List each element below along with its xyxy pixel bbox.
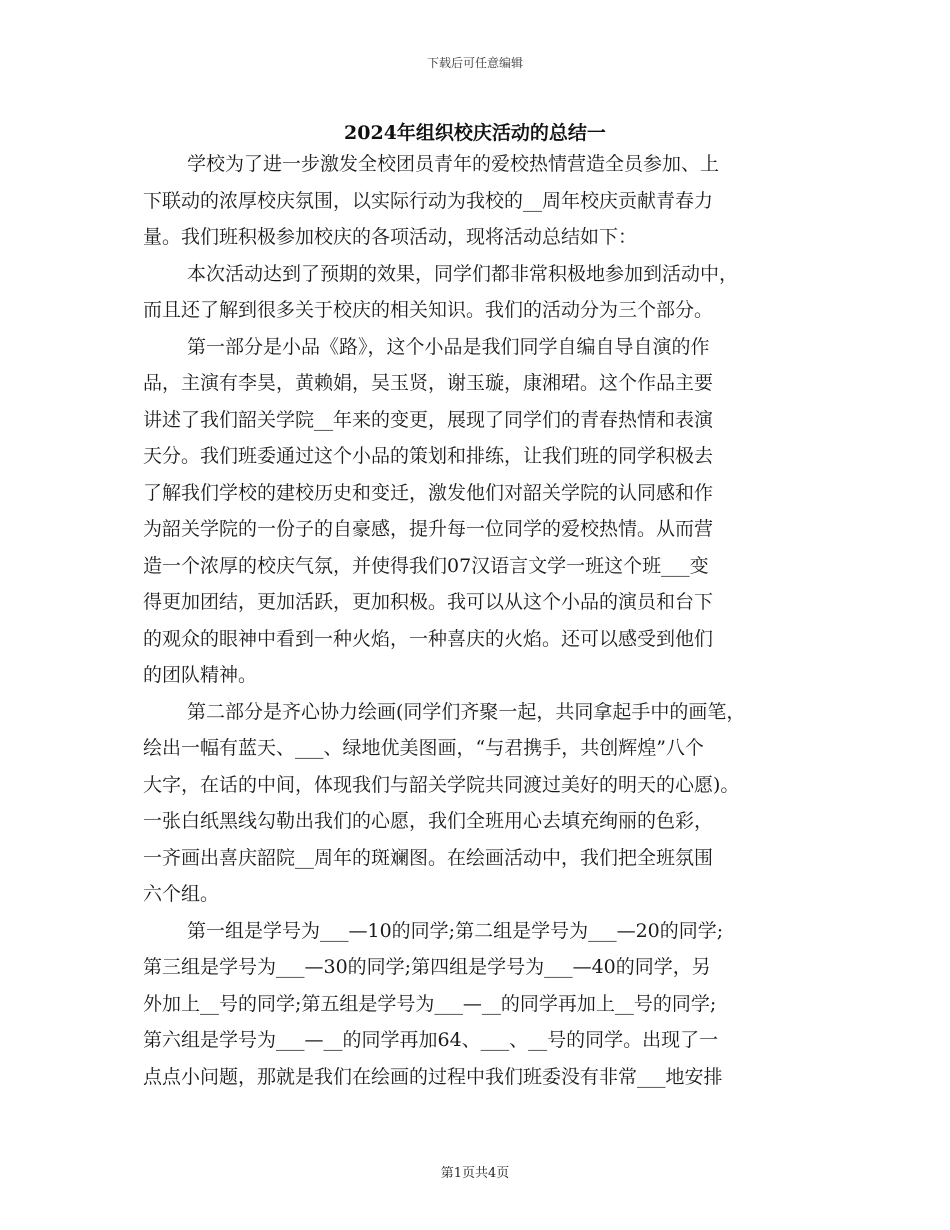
document-title: 2024年组织校庆活动的总结一 <box>344 122 606 144</box>
text-line: 点点小问题，那就是我们在绘画的过程中我们班委没有非常___地安排 <box>143 1065 723 1088</box>
text-line: 外加上__号的同学;第五组是学号为___—__的同学再加上__号的同学; <box>143 992 717 1015</box>
text-line: 品，主演有李昊，黄赖娟，吴玉贤，谢玉璇，康湘珺。这个作品主要 <box>143 372 714 394</box>
text-line: 而且还了解到很多关于校庆的相关知识。我们的活动分为三个部分。 <box>143 299 714 321</box>
text-line: 第一组是学号为___—10的同学;第二组是学号为___—20的同学; <box>187 919 724 942</box>
text-line: 讲述了我们韶关学院__年来的变更，展现了同学们的青春热情和表演 <box>143 408 714 431</box>
text-line: 量。我们班积极参加校庆的各项活动，现将活动总结如下： <box>143 226 638 248</box>
text-line: 造一个浓厚的校庆气氛，并使得我们07汉语言文学一班这个班___变 <box>143 554 709 577</box>
text-line: 第二部分是齐心协力绘画(同学们齐聚一起，共同拿起手中的画笔， <box>187 700 746 723</box>
text-line: 了解我们学校的建校历史和变迁，激发他们对韶关学院的认同感和作 <box>143 481 714 504</box>
text-line: 绘出一幅有蓝天、___、绿地优美图画，“与君携手，共创辉煌”八个 <box>143 737 704 759</box>
text-line: 第六组是学号为___—__的同学再加64、___、__号的同学。出现了一 <box>143 1029 719 1051</box>
document-body <box>143 146 803 1095</box>
text-line: 本次活动达到了预期的效果，同学们都非常积极地参加到活动中， <box>187 262 739 285</box>
text-line: 一张白纸黑线勾勒出我们的心愿，我们全班用心去填充绚丽的色彩， <box>143 810 714 832</box>
text-line: 为韶关学院的一份子的自豪感，提升每一位同学的爱校热情。从而营 <box>143 518 714 540</box>
text-line: 的观众的眼神中看到一种火焰，一种喜庆的火焰。还可以感受到他们 <box>143 627 714 650</box>
text-line: 学校为了进一步激发全校团员青年的爱校热情营造全员参加、上 <box>187 153 720 175</box>
text-line: 下联动的浓厚校庆氛围，以实际行动为我校的__周年校庆贡献青春力 <box>143 189 714 212</box>
text-line: 第三组是学号为___—30的同学;第四组是学号为___—40的同学，另 <box>143 956 711 978</box>
text-line: 一齐画出喜庆韶院__周年的斑斓图。在绘画活动中，我们把全班氛围 <box>143 846 714 869</box>
text-line: 六个组。 <box>143 883 220 905</box>
header-note: 下载后可任意编辑 <box>426 56 523 70</box>
text-line: 大字，在话的中间，体现我们与韶关学院共同渡过美好的明天的心愿)。 <box>143 773 740 796</box>
page-footer: 第1页共4页 <box>440 1166 510 1181</box>
text-line: 的团队精神。 <box>143 664 258 686</box>
text-line: 天分。我们班委通过这个小品的策划和排练，让我们班的同学积极去 <box>143 445 714 467</box>
text-line: 第一部分是小品《路》，这个小品是我们同学自编自导自演的作 <box>187 335 710 358</box>
text-line: 得更加团结，更加活跃，更加积极。我可以从这个小品的演员和台下 <box>143 591 714 613</box>
